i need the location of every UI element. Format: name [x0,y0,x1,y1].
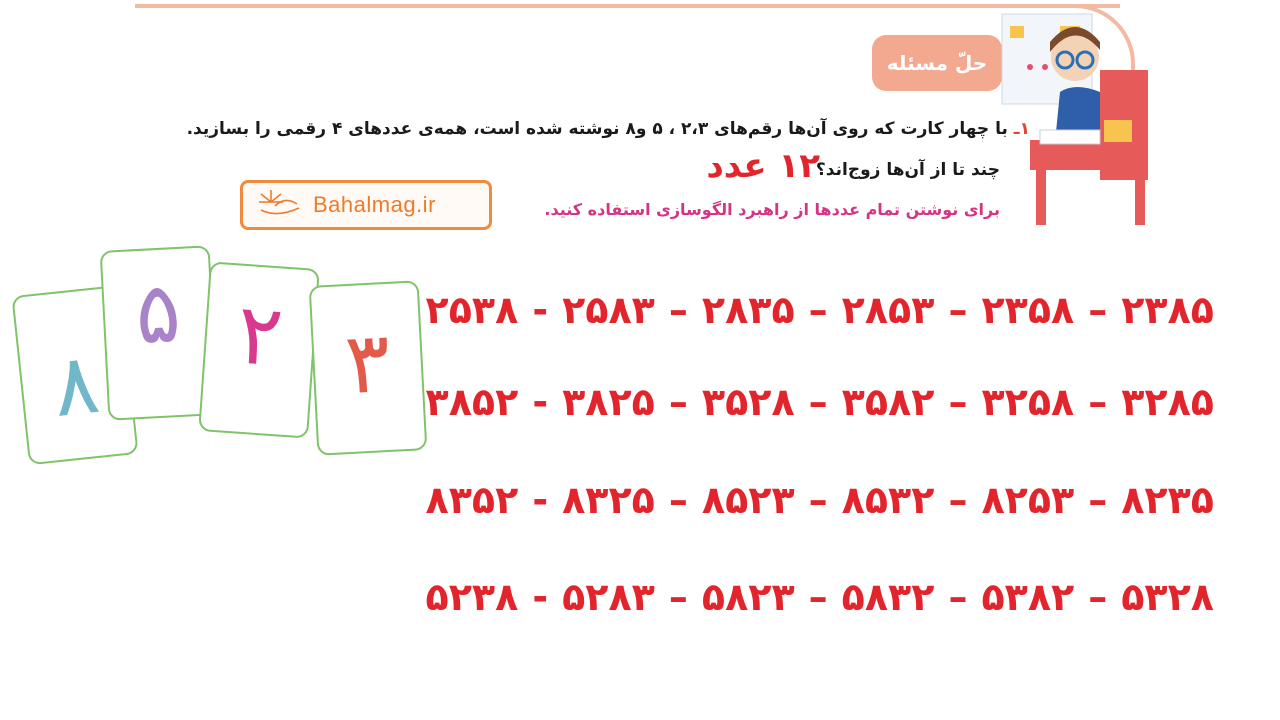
number: ۲۳۸۵ [1121,288,1214,332]
number: ۵۳۸۲ [981,575,1075,619]
numbers-row-starting-2 [426,288,1214,332]
number: ۸۵۲۳ [701,478,795,522]
number: ۵۳۲۸ [1121,575,1214,619]
separator: – [948,288,968,332]
number: ۸۲۳۵ [1121,478,1214,522]
site-logo[interactable] [240,180,492,230]
number: ۵۸۲۳ [701,575,795,619]
separator: – [808,575,828,619]
number: ۳۸۵۲ [425,380,519,424]
separator: – [948,575,968,619]
separator: – [948,380,968,424]
question-number: ۱ـ [1013,119,1030,139]
number: ۳۲۵۸ [981,380,1075,424]
number: ۲۳۵۸ [981,288,1075,332]
number: ۳۸۲۵ [562,380,655,424]
strategy-hint: برای نوشتن تمام عددها از راهبرد الگوسازی استفاده کنید. [544,200,1000,219]
separator: - [532,380,549,424]
separator: – [808,288,828,332]
separator: – [808,478,828,522]
logo-text: Bahalmag.ir [313,192,436,217]
question-line-2: چند تا از آن‌ها زوج‌اند؟ [815,160,1000,180]
number: ۲۵۸۳ [562,288,655,332]
section-title: حلّ مسئله [886,51,988,75]
separator: – [668,478,688,522]
numbers-row-starting-5 [426,575,1214,619]
separator: – [1088,575,1108,619]
separator: – [808,380,828,424]
separator: – [1088,380,1108,424]
separator: - [532,288,549,332]
number: ۵۲۳۸ [425,575,519,619]
separator: – [948,478,968,522]
separator: – [668,288,688,332]
separator: - [532,478,549,522]
question-line-1 [187,119,1030,139]
number: ۳۲۸۵ [1121,380,1214,424]
number: ۵۸۳۲ [841,575,935,619]
number: ۲۵۳۸ [425,288,519,332]
number: ۸۳۵۲ [425,478,519,522]
top-border-line [135,4,1120,8]
numbers-row-starting-8 [426,478,1214,522]
digit-card-2: ۲ [198,261,320,438]
sun-logo-icon [257,188,303,222]
section-title-badge [872,35,1002,91]
number: ۳۵۸۲ [841,380,935,424]
number: ۵۲۸۳ [562,575,655,619]
number: ۸۲۵۳ [981,478,1075,522]
separator: – [668,380,688,424]
separator: – [1088,288,1108,332]
digit-card-3: ۳ [309,280,428,456]
answer-text: ۱۲ عدد [706,146,820,186]
numbers-row-starting-3 [426,380,1214,424]
digit-card-8: ۸ [11,285,138,466]
digit-card-5: ۵ [100,245,219,421]
question-text: با چهار کارت که روی آن‌ها رقم‌های ۲،۳ ، ۵ و۸ نوشته شده است، همه‌ی عددهای ۴ رقمی را بسازید. [186,119,1008,139]
separator: – [1088,478,1108,522]
number: ۳۵۲۸ [701,380,795,424]
number: ۲۸۳۵ [701,288,795,332]
number: ۸۳۲۵ [562,478,655,522]
separator: – [668,575,688,619]
separator: - [532,575,549,619]
number: ۲۸۵۳ [841,288,935,332]
number: ۸۵۳۲ [841,478,935,522]
